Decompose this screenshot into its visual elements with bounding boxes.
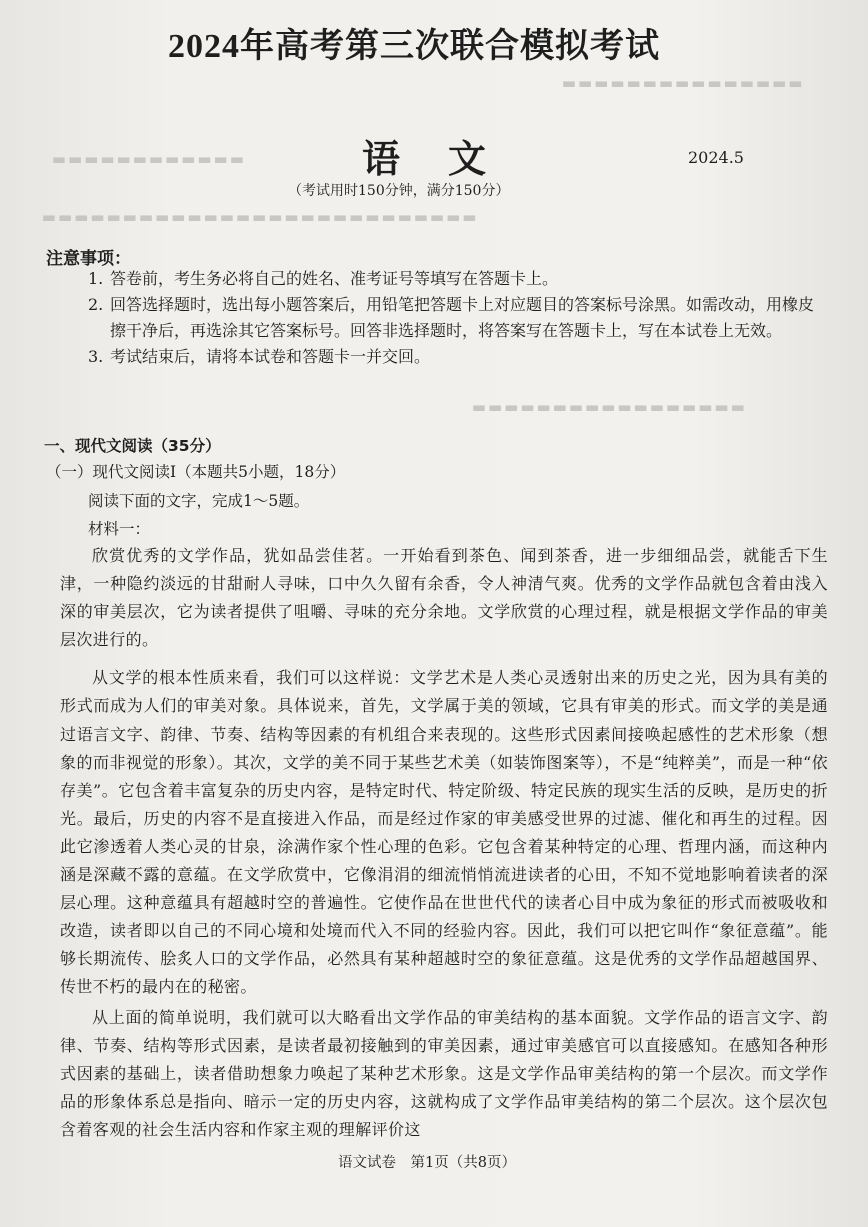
page-footer: 语文试卷 第1页（共8页） — [338, 1155, 516, 1171]
exam-title: 2024年高考第三次联合模拟考试 — [168, 28, 660, 65]
notice-item-number: 1. — [88, 269, 104, 288]
article-paragraph: 从文学的根本性质来看，我们可以这样说：文学艺术是人类心灵透射出来的历史之光，因为具有美的形式而成为人们的审美对象。具体说来，首先，文学属于美的领域，它具有审美的形式。而文学的美是通过语言文字、韵律、节奏、结构等因素的有机组合来表现的。这些形式因素间接唤起感性的艺术形象（想象的而非视觉的形象）。其次，文学的美不同于某些艺术美（如装饰图案等），不是“纯粹美”，而是一种“依存美”。它包含着丰富复杂的历史内容，是特定时代、特定阶级、特定民族的现实生活的反映，是历史的折光。最后，历史的内容不是直接进入作品，而是经过作家的审美感受世界的过滤、催化和再生的过程。因此它渗透着人类心灵的甘泉，涂满作家个性心理的色彩。它包含着某种特定的心理、哲理内涵，而这种内涵是深藏不露的意蕴。在文学欣赏中，它像涓涓的细流悄悄流进读者的心田，不知不觉地影响着读者的深层心理。这种意蕴具有超越时空的普遍性。它使作品在世世代代的读者心目中成为象征的形式而被吸收和改造，读者即以自己的不同心境和处境而代入不同的经验内容。因此，我们可以把它叫作“象征意蕴”。能够长期流传、脍炙人口的文学作品，必然具有某种超越时空的象征意蕴。这是优秀的文学作品超越国界、传世不朽的最内在的秘密。 — [60, 668, 828, 997]
bleed-through-decoration: ▬▬▬▬▬▬▬▬▬▬▬▬▬▬▬ — [560, 74, 803, 92]
notice-item-text: 答卷前，考生务必将自己的姓名、准考证号等填写在答题卡上。 — [110, 269, 559, 288]
notice-item — [88, 292, 828, 344]
notice-item-number: 3. — [88, 347, 104, 366]
subject-title: 语文 — [362, 136, 535, 181]
notice-item — [88, 344, 828, 370]
notice-item-text: 考试结束后，请将本试卷和答题卡一并交回。 — [110, 347, 431, 366]
notice-item — [88, 266, 828, 292]
article-body — [60, 542, 828, 1144]
notice-item-number: 2. — [88, 295, 104, 314]
article-paragraph: 欣赏优秀的文学作品，犹如品尝佳茗。一开始看到茶色、闻到茶香，进一步细细品尝，就能舌下生津，一种隐约淡远的甘甜耐人寻味，口中久久留有余香，令人神清气爽。优秀的文学作品就包含着由浅入深的审美层次，它为读者提供了咀嚼、寻味的充分余地。文学欣赏的心理过程，就是根据文学作品的审美层次进行的。 — [60, 546, 828, 650]
notice-list — [88, 266, 828, 370]
reading-instruction: 阅读下面的文字，完成1～5题。 — [88, 492, 310, 510]
material-label: 材料一： — [88, 520, 151, 538]
section-heading: 一、现代文阅读（35分） — [44, 437, 221, 455]
bleed-through-decoration: ▬▬▬▬▬▬▬▬▬▬▬▬▬▬▬▬▬▬▬▬▬▬▬▬▬▬▬ — [40, 208, 477, 226]
subsection-heading: （一）现代文阅读Ⅰ（本题共5小题，18分） — [46, 463, 346, 481]
exam-date: 2024.5 — [688, 148, 744, 167]
notice-item-text: 回答选择题时，选出每小题答案后，用铅笔把答题卡上对应题目的答案标号涂黑。如需改动，用橡皮擦干净后，再选涂其它答案标号。回答非选择题时，将答案写在答题卡上，写在本试卷上无效。 — [110, 295, 815, 340]
article-paragraph: 从上面的简单说明，我们就可以大略看出文学作品的审美结构的基本面貌。文学作品的语言文字、韵律、节奏、结构等形式因素，是读者最初接触到的审美因素，通过审美感官可以直接感知。在感知各种形式因素的基础上，读者借助想象力唤起了某种艺术形象。这是文学作品审美结构的第一个层次。而文学作品的形象体系总是指向、暗示一定的历史内容，这就构成了文学作品审美结构的第二个层次。这个层次包含着客观的社会生活内容和作家主观的理解评价这 — [60, 1007, 828, 1139]
bleed-through-decoration: ▬▬▬▬▬▬▬▬▬▬▬▬▬▬▬▬▬ — [470, 398, 745, 416]
bleed-through-decoration: ▬▬▬▬▬▬▬▬▬▬▬▬ — [50, 150, 245, 168]
exam-info: （考试用时150分钟，满分150分） — [288, 183, 510, 199]
notice-heading: 注意事项： — [46, 249, 131, 269]
